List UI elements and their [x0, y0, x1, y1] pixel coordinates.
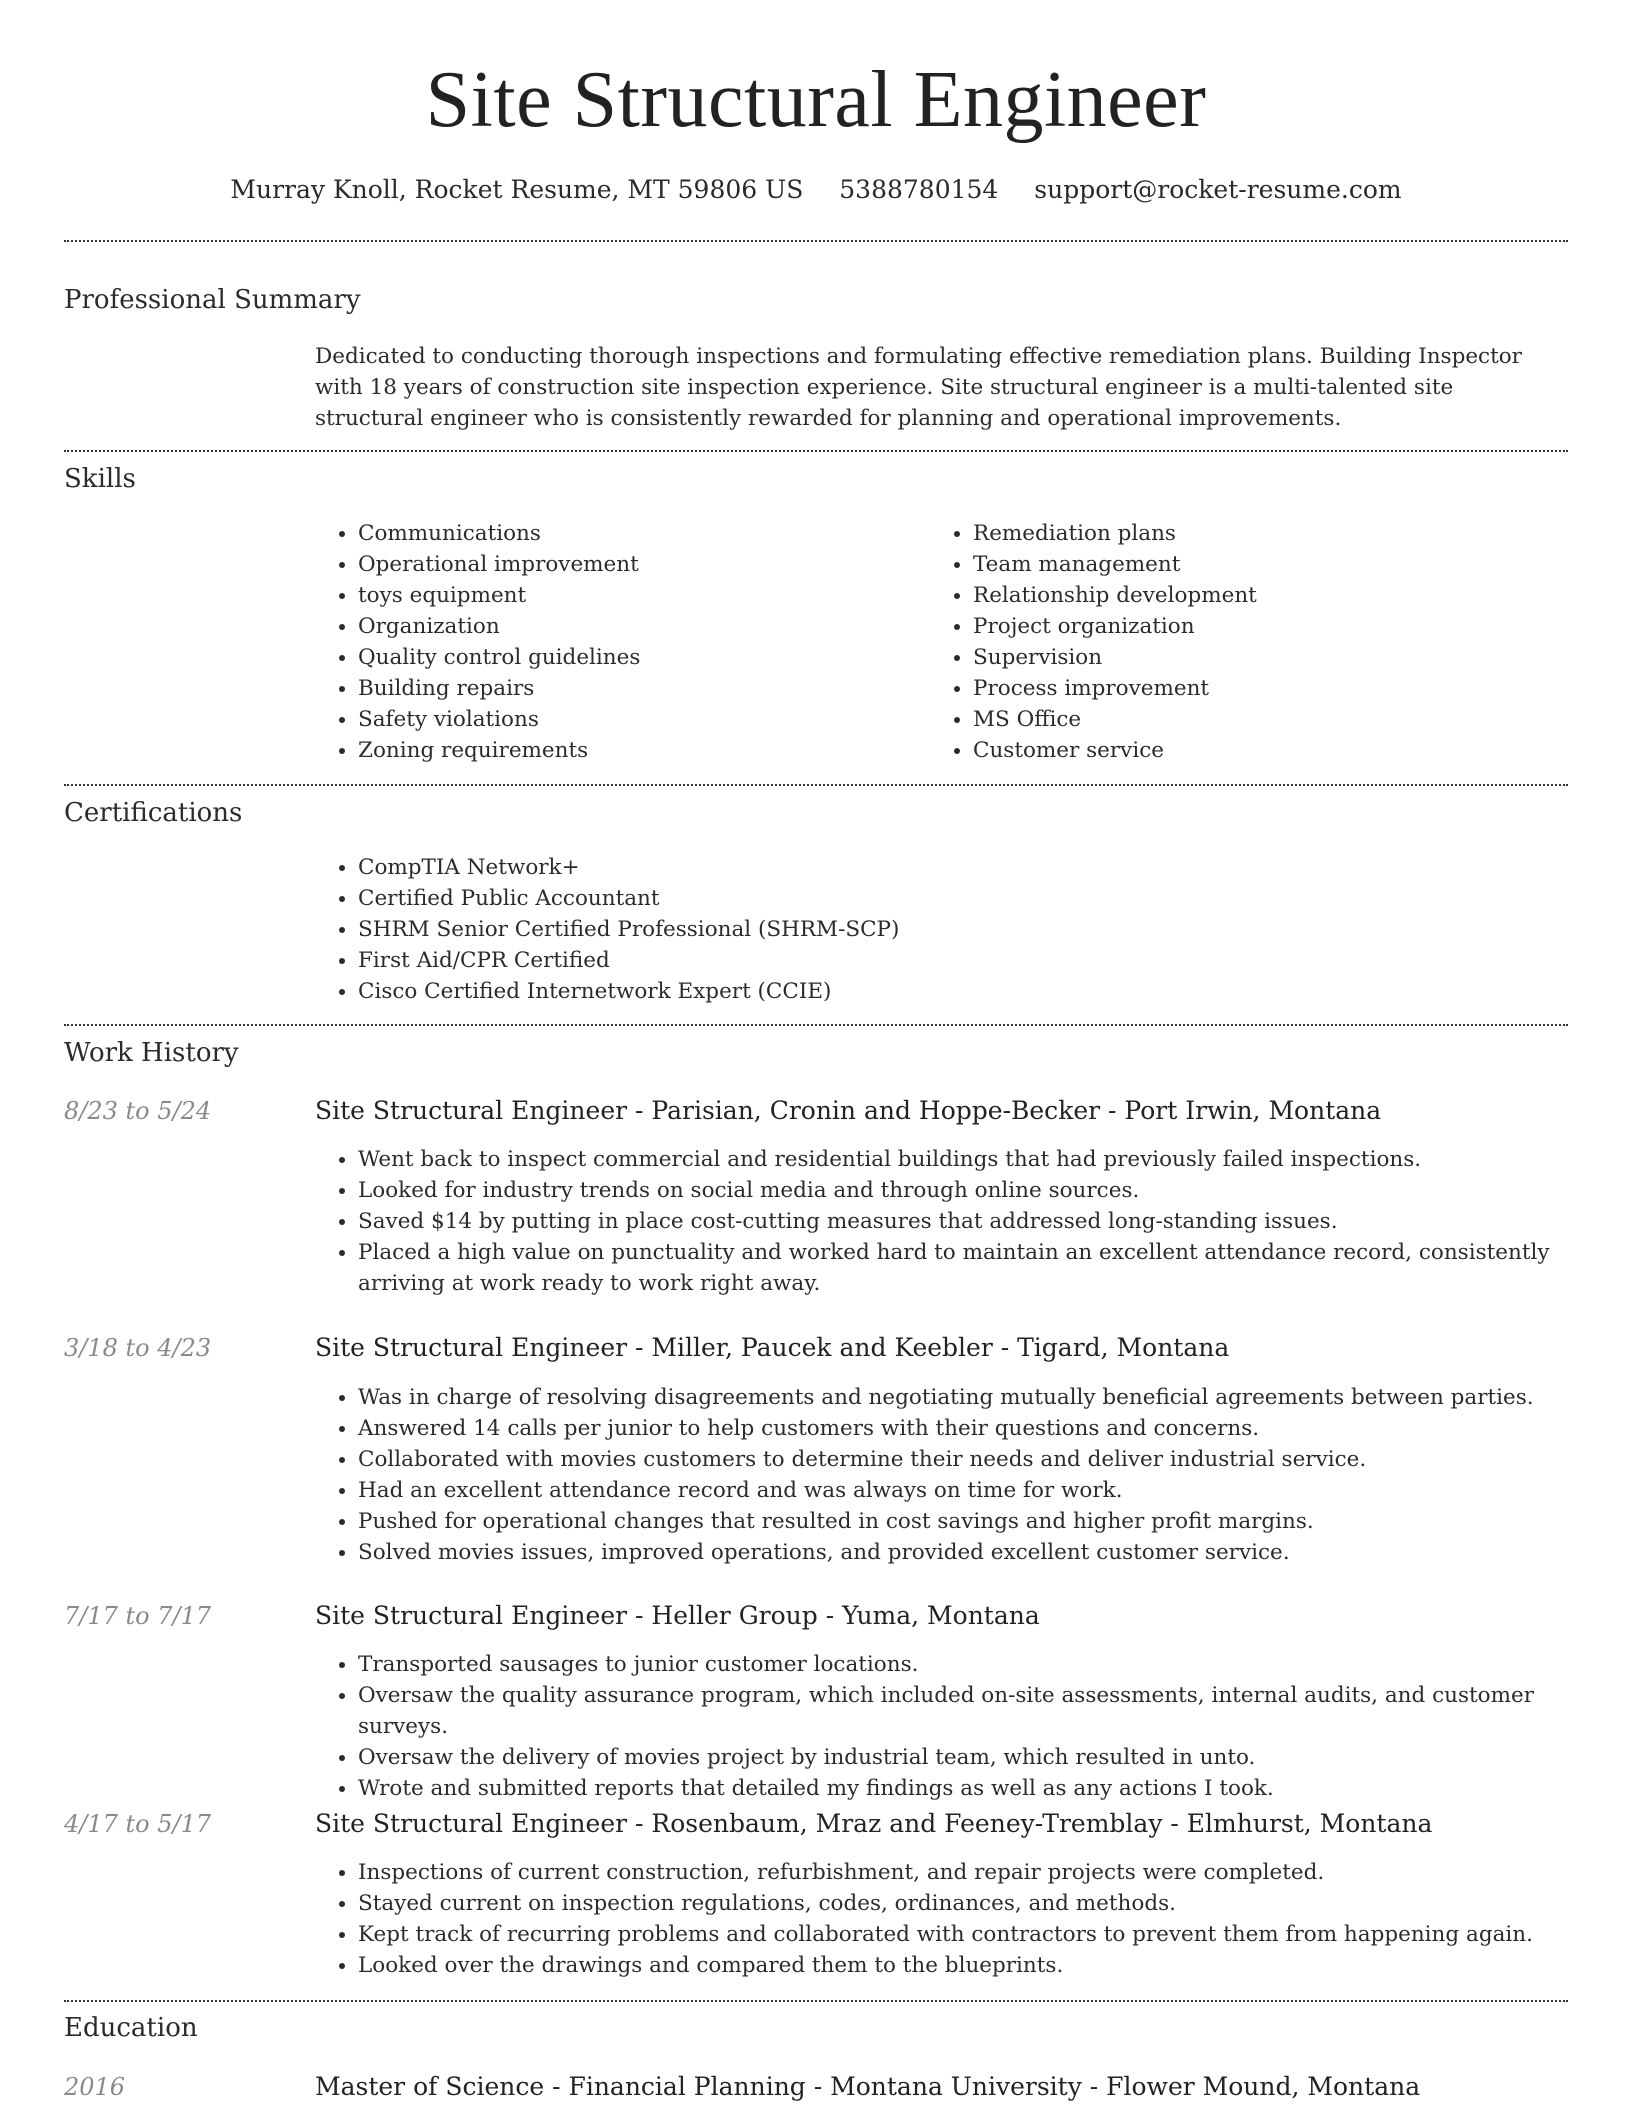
list-item: • Inspections of current construction, refurbishment, and repair projects were completed.	[358, 1857, 1568, 1888]
list-item: • Zoning requirements	[358, 735, 918, 766]
section-title-summary: Professional Summary	[64, 285, 361, 315]
list-item: • Cisco Certified Internetwork Expert (CCIE)	[358, 976, 1558, 1007]
list-item: • Went back to inspect commercial and residential buildings that had previously failed inspections.	[358, 1144, 1568, 1175]
section-title-certifications: Certifications	[64, 798, 243, 828]
education-degree: Master of Science - Financial Planning - Montana University - Flower Mound, Montana	[315, 2072, 1421, 2101]
section-title-education: Education	[64, 2013, 198, 2043]
list-item: • First Aid/CPR Certified	[358, 945, 1558, 976]
divider	[64, 2000, 1568, 2002]
list-item: • Looked for industry trends on social media and through online sources.	[358, 1175, 1568, 1206]
list-item: • Answered 14 calls per junior to help customers with their questions and concerns.	[358, 1413, 1568, 1444]
job-dates: 3/18 to 4/23	[64, 1334, 212, 1362]
divider	[64, 450, 1568, 452]
list-item: • SHRM Senior Certified Professional (SHRM-SCP)	[358, 914, 1558, 945]
list-item: • toys equipment	[358, 580, 918, 611]
list-item: • Was in charge of resolving disagreements and negotiating mutually beneficial agreements between parties.	[358, 1382, 1568, 1413]
list-item: • Kept track of recurring problems and collaborated with contractors to prevent them from happening again.	[358, 1919, 1568, 1950]
list-item: • Saved $14 by putting in place cost-cutting measures that addressed long-standing issues.	[358, 1206, 1568, 1237]
list-item: • Operational improvement	[358, 549, 918, 580]
job-bullets	[315, 1144, 1568, 1299]
list-item: • Organization	[358, 611, 918, 642]
list-item: • Communications	[358, 518, 918, 549]
job-title: Site Structural Engineer - Miller, Paucek and Keebler - Tigard, Montana	[315, 1333, 1230, 1362]
list-item: • Relationship development	[973, 580, 1573, 611]
list-item: • Remediation plans	[973, 518, 1573, 549]
contact-phone: 5388780154	[839, 175, 999, 204]
list-item: • Building repairs	[358, 673, 918, 704]
divider	[64, 240, 1568, 242]
job-dates: 4/17 to 5/17	[64, 1810, 212, 1838]
list-item: • Project organization	[973, 611, 1573, 642]
list-item: • Pushed for operational changes that resulted in cost savings and higher profit margins.	[358, 1506, 1568, 1537]
list-item: • Oversaw the delivery of movies project by industrial team, which resulted in unto.	[358, 1742, 1568, 1773]
job-bullets	[315, 1649, 1568, 1804]
job-title: Site Structural Engineer - Heller Group - Yuma, Montana	[315, 1601, 1040, 1630]
certifications-list	[315, 852, 1558, 1007]
list-item: • Transported sausages to junior customer locations.	[358, 1649, 1568, 1680]
list-item: • MS Office	[973, 704, 1573, 735]
skills-list-right	[930, 518, 1573, 766]
list-item: • Solved movies issues, improved operations, and provided excellent customer service.	[358, 1537, 1568, 1568]
job-dates: 7/17 to 7/17	[64, 1602, 212, 1630]
job-title: Site Structural Engineer - Rosenbaum, Mraz and Feeney-Tremblay - Elmhurst, Montana	[315, 1809, 1433, 1838]
list-item: • Team management	[973, 549, 1573, 580]
list-item: • CompTIA Network+	[358, 852, 1558, 883]
list-item: • Safety violations	[358, 704, 918, 735]
job-bullets	[315, 1382, 1568, 1568]
divider	[64, 784, 1568, 786]
list-item: • Oversaw the quality assurance program, which included on-site assessments, internal audits, and customer surveys.	[358, 1680, 1568, 1742]
divider	[64, 1024, 1568, 1026]
section-title-work-history: Work History	[64, 1038, 239, 1068]
list-item: • Looked over the drawings and compared them to the blueprints.	[358, 1950, 1568, 1981]
summary-text: Dedicated to conducting thorough inspections and formulating effective remediation plans. Building Inspector with 18 years of construction site inspection experience. Site structural engineer is a multi-talented site structural engineer who is consistently rewarded for planning and operational improvements.	[315, 344, 1522, 431]
contact-email: support@rocket-resume.com	[1034, 175, 1402, 204]
section-title-skills: Skills	[64, 464, 136, 494]
list-item: • Collaborated with movies customers to determine their needs and deliver industrial service.	[358, 1444, 1568, 1475]
job-bullets	[315, 1857, 1568, 1981]
contact-address: Murray Knoll, Rocket Resume, MT 59806 US	[230, 175, 804, 204]
education-year: 2016	[64, 2073, 126, 2101]
job-title: Site Structural Engineer - Parisian, Cronin and Hoppe-Becker - Port Irwin, Montana	[315, 1096, 1382, 1125]
list-item: • Process improvement	[973, 673, 1573, 704]
resume-name: Site Structural Engineer	[425, 56, 1207, 144]
list-item: • Stayed current on inspection regulations, codes, ordinances, and methods.	[358, 1888, 1568, 1919]
skills-list-left	[315, 518, 918, 766]
list-item: • Customer service	[973, 735, 1573, 766]
list-item: • Had an excellent attendance record and was always on time for work.	[358, 1475, 1568, 1506]
list-item: • Placed a high value on punctuality and worked hard to maintain an excellent attendance record, consistently arriving at work ready to work right away.	[358, 1237, 1568, 1299]
list-item: • Supervision	[973, 642, 1573, 673]
job-dates: 8/23 to 5/24	[64, 1097, 212, 1125]
contact-line	[0, 170, 1632, 210]
list-item: • Wrote and submitted reports that detailed my findings as well as any actions I took.	[358, 1773, 1568, 1804]
list-item: • Certified Public Accountant	[358, 883, 1558, 914]
list-item: • Quality control guidelines	[358, 642, 918, 673]
